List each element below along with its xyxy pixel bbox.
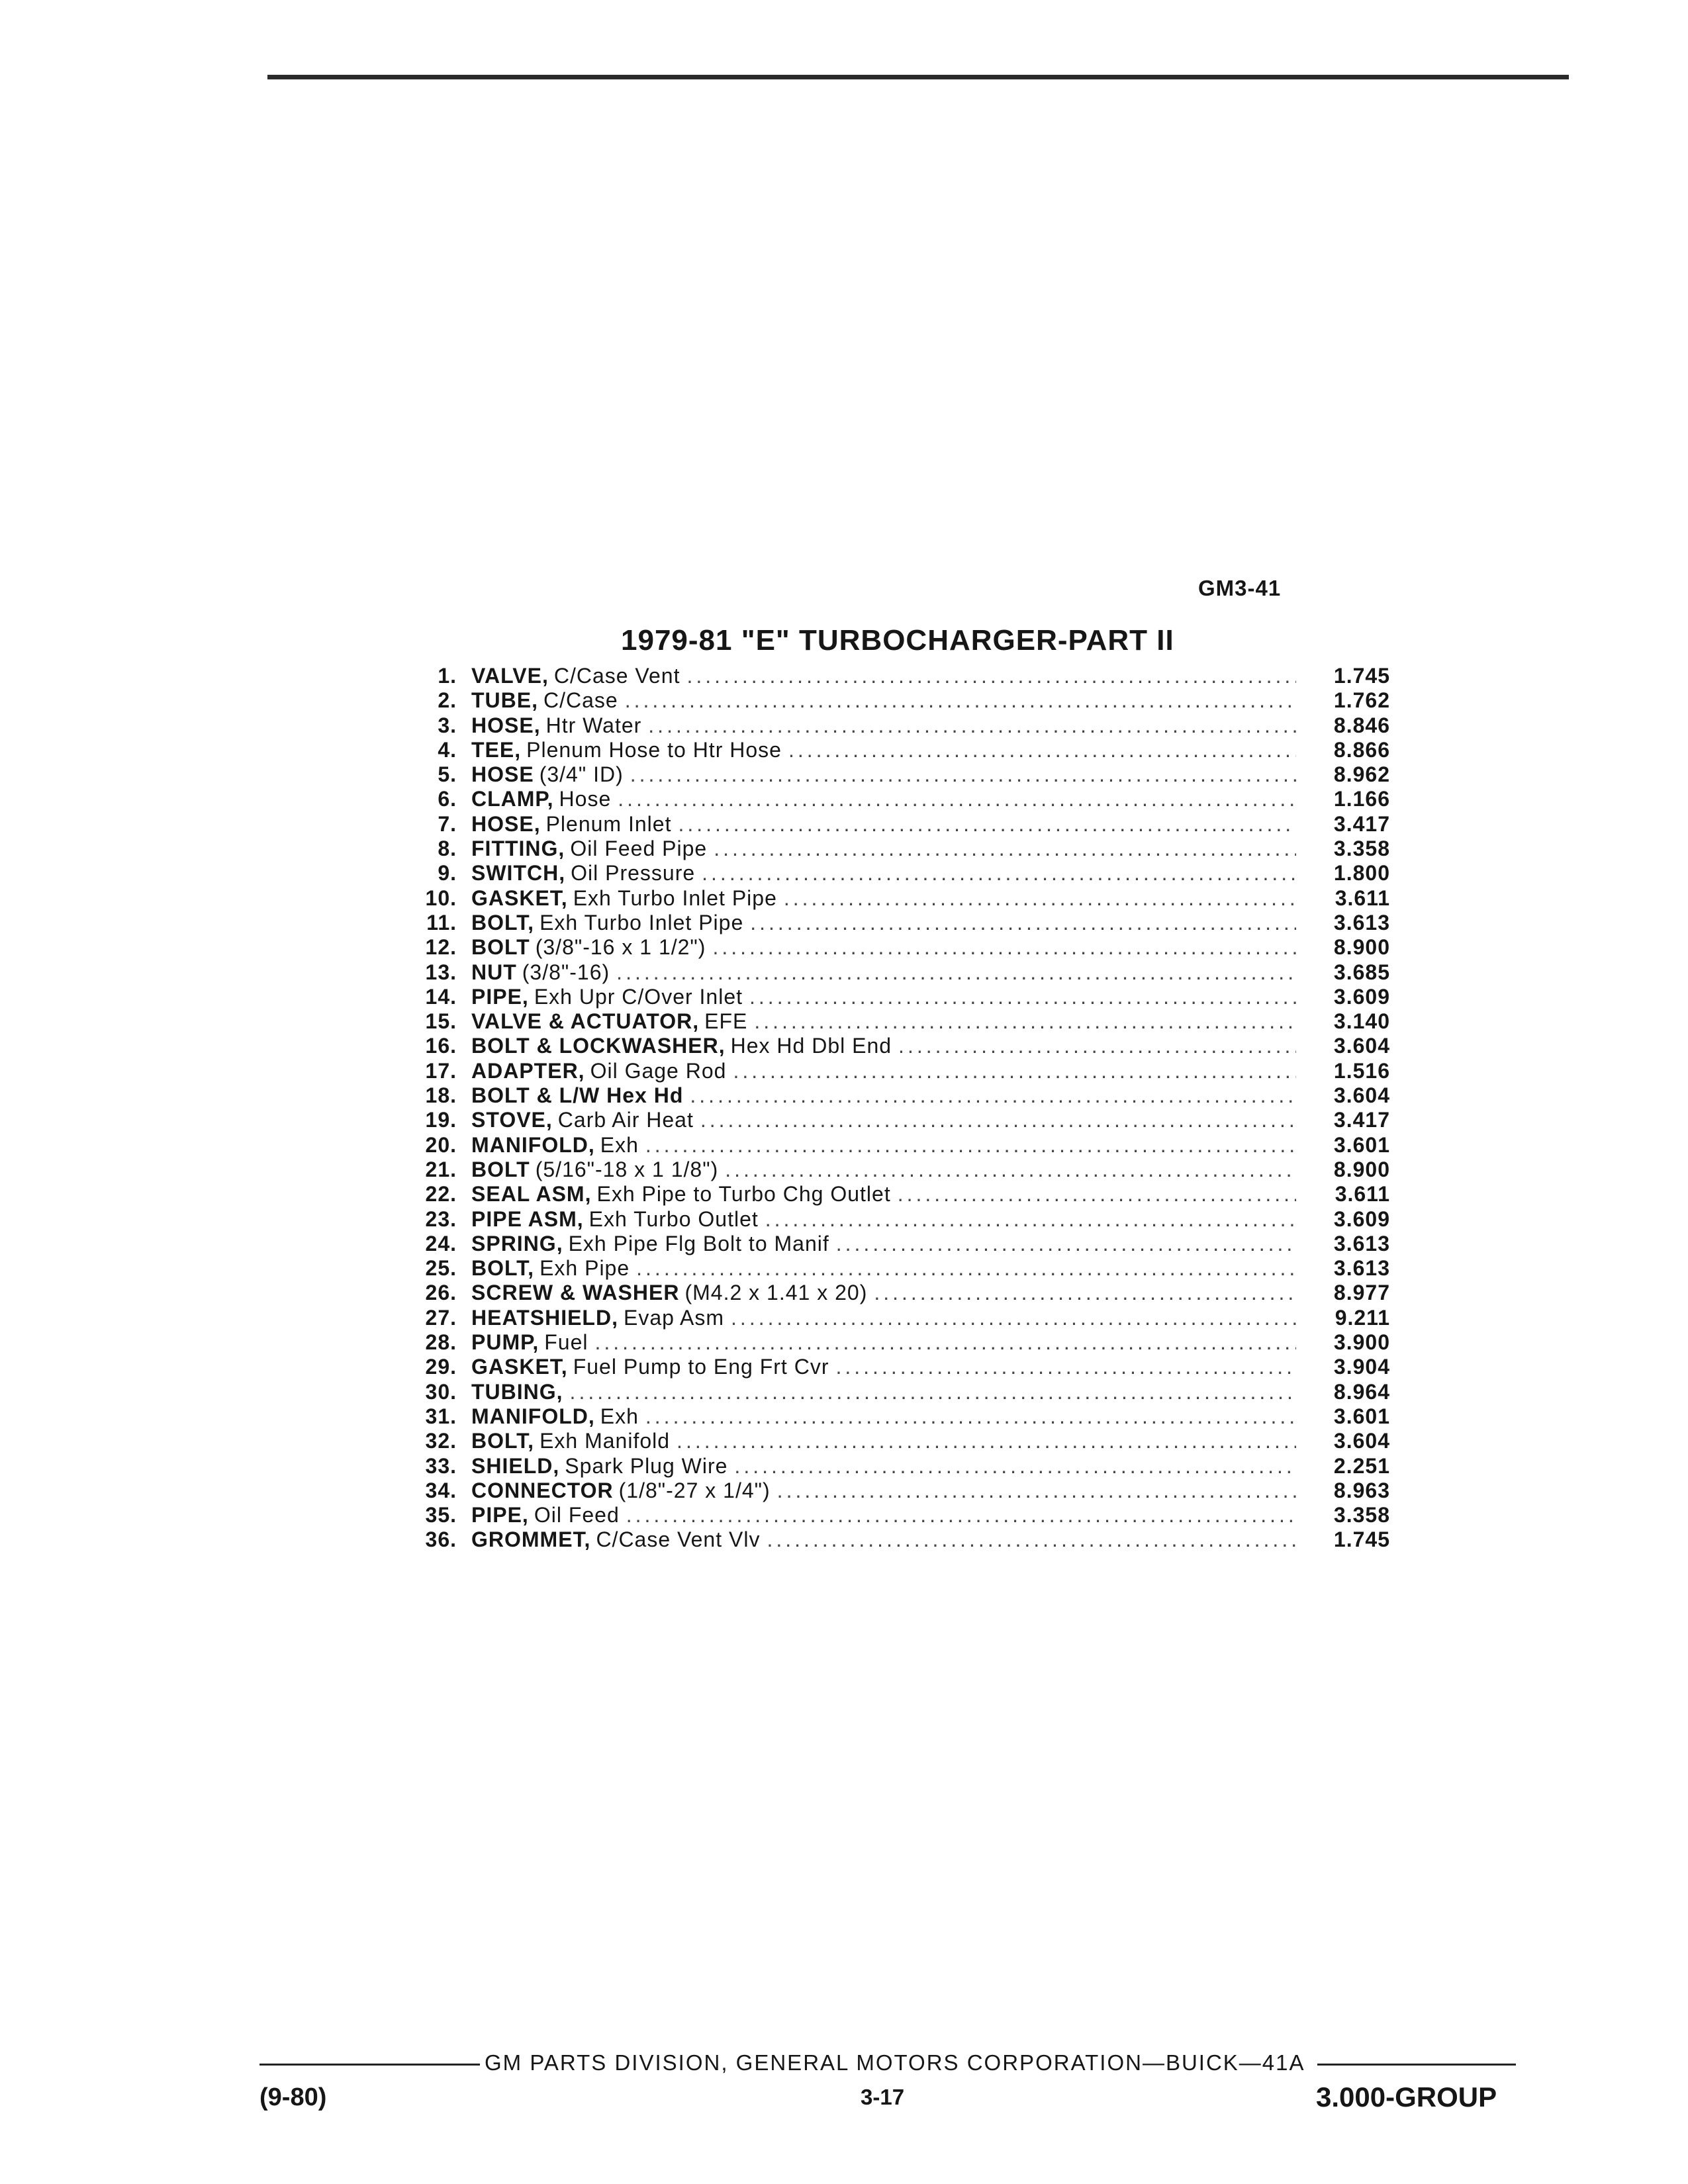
part-row	[397, 837, 1403, 861]
part-description	[471, 837, 1304, 861]
part-group-number: 3.604	[1333, 1429, 1390, 1453]
part-detail: Exh Upr C/Over Inlet	[534, 984, 743, 1009]
part-name: BOLT & LOCKWASHER,	[471, 1034, 726, 1058]
part-name: ADAPTER,	[471, 1058, 585, 1083]
dot-leader	[836, 1232, 1296, 1256]
part-group-number: 3.604	[1333, 1034, 1390, 1058]
part-name: GROMMET,	[471, 1527, 591, 1552]
part-description	[471, 1429, 1304, 1453]
part-row	[397, 1009, 1403, 1034]
part-detail: Exh Turbo Outlet	[588, 1206, 759, 1231]
part-detail: Evap Asm	[623, 1305, 725, 1330]
part-number: 21.	[425, 1157, 457, 1181]
part-number: 19.	[425, 1108, 457, 1132]
part-number: 27.	[425, 1305, 457, 1330]
part-group-number: 3.417	[1333, 1108, 1390, 1132]
part-description	[471, 1083, 1304, 1108]
part-row	[397, 1404, 1403, 1429]
part-description	[471, 1404, 1304, 1429]
dot-leader	[618, 787, 1296, 811]
part-name: PIPE,	[471, 1503, 529, 1527]
part-group-number: 3.358	[1333, 837, 1390, 861]
part-name: CLAMP,	[471, 787, 554, 811]
part-row	[397, 1133, 1403, 1158]
part-number: 25.	[425, 1256, 457, 1281]
part-group-number: 3.609	[1333, 984, 1390, 1009]
part-number: 30.	[425, 1379, 457, 1404]
part-name: BOLT,	[471, 1429, 535, 1453]
part-number: 12.	[425, 935, 457, 960]
footer-rule-left	[259, 2064, 480, 2066]
dot-leader	[777, 1479, 1296, 1503]
part-number: 35.	[425, 1503, 457, 1527]
part-description	[471, 960, 1304, 985]
part-description	[471, 1182, 1304, 1206]
part-number: 4.	[438, 737, 457, 762]
part-row	[397, 1355, 1403, 1379]
part-name: MANIFOLD,	[471, 1404, 595, 1428]
part-group-number: 3.417	[1333, 811, 1390, 836]
dot-leader	[630, 762, 1296, 787]
dot-leader	[725, 1158, 1296, 1182]
part-name: HOSE,	[471, 811, 541, 836]
part-group-number: 8.900	[1333, 1157, 1390, 1181]
footer-group: 3.000-GROUP	[1316, 2081, 1497, 2113]
part-number: 13.	[425, 960, 457, 984]
part-number: 6.	[438, 787, 457, 811]
parts-list	[397, 664, 1403, 1553]
part-description	[471, 738, 1304, 762]
part-number: 32.	[425, 1429, 457, 1453]
part-name: PUMP,	[471, 1330, 539, 1355]
part-detail: Exh Pipe to Turbo Chg Outlet	[596, 1182, 891, 1206]
part-detail: Exh Turbo Inlet Pipe	[539, 910, 744, 934]
part-group-number: 1.745	[1333, 1527, 1390, 1552]
part-row	[397, 688, 1403, 713]
part-name: VALVE & ACTUATOR,	[471, 1009, 700, 1034]
part-description	[471, 688, 1304, 713]
part-detail: Fuel Pump to Eng Frt Cvr	[573, 1355, 829, 1379]
part-row	[397, 1034, 1403, 1058]
part-row	[397, 960, 1403, 985]
part-group-number: 1.800	[1333, 861, 1390, 886]
part-detail: (3/8"-16 x 1 1/2")	[535, 935, 706, 960]
part-name: HOSE,	[471, 713, 541, 737]
part-description	[471, 664, 1304, 688]
part-number: 3.	[438, 713, 457, 737]
part-name: PIPE,	[471, 984, 529, 1009]
part-description	[471, 1009, 1304, 1034]
part-group-number: 3.904	[1333, 1355, 1390, 1379]
part-number: 36.	[425, 1527, 457, 1552]
part-row	[397, 1380, 1403, 1404]
part-description	[471, 1207, 1304, 1232]
part-group-number: 8.963	[1333, 1478, 1390, 1502]
dot-leader	[636, 1256, 1296, 1281]
dot-leader	[648, 713, 1296, 738]
part-detail: Exh Pipe Flg Bolt to Manif	[568, 1231, 829, 1255]
part-detail: Plenum Hose to Htr Hose	[526, 737, 782, 762]
part-row	[397, 762, 1403, 787]
part-group-number: 3.140	[1333, 1009, 1390, 1034]
part-detail: (3/8"-16)	[522, 960, 610, 984]
dot-leader	[765, 1207, 1296, 1232]
part-number: 14.	[425, 984, 457, 1009]
part-detail: Spark Plug Wire	[565, 1453, 728, 1478]
part-number: 20.	[425, 1132, 457, 1157]
part-description	[471, 1256, 1304, 1281]
part-detail: Fuel	[544, 1330, 588, 1355]
part-description	[471, 1503, 1304, 1527]
part-group-number: 3.685	[1333, 960, 1390, 984]
part-name: BOLT,	[471, 910, 535, 934]
dot-leader	[734, 1454, 1296, 1479]
part-row	[397, 787, 1403, 811]
dot-leader	[733, 1059, 1296, 1083]
part-name: TUBING,	[471, 1379, 563, 1404]
part-group-number: 1.762	[1333, 688, 1390, 713]
part-detail: Oil Pressure	[571, 861, 696, 886]
part-detail: C/Case Vent	[553, 664, 680, 688]
part-detail: Oil Feed	[534, 1503, 620, 1527]
part-description	[471, 1108, 1304, 1132]
part-name: GASKET,	[471, 886, 568, 910]
part-group-number: 3.609	[1333, 1206, 1390, 1231]
dot-leader	[645, 1404, 1296, 1429]
part-description	[471, 985, 1304, 1009]
part-detail: (M4.2 x 1.41 x 20)	[684, 1281, 868, 1305]
dot-leader	[702, 861, 1296, 886]
part-row	[397, 1454, 1403, 1479]
part-name: GASKET,	[471, 1355, 568, 1379]
part-description	[471, 935, 1304, 960]
part-row	[397, 1207, 1403, 1232]
part-detail: (3/4" ID)	[539, 762, 624, 787]
dot-leader	[625, 688, 1296, 713]
part-row	[397, 664, 1403, 688]
part-row	[397, 1527, 1403, 1552]
part-name: BOLT	[471, 935, 530, 960]
part-name: BOLT	[471, 1157, 530, 1181]
part-name: SPRING,	[471, 1231, 563, 1255]
part-description	[471, 787, 1304, 811]
dot-leader	[690, 1083, 1296, 1108]
dot-leader	[784, 886, 1296, 911]
part-detail: C/Case	[543, 688, 618, 713]
part-group-number: 2.251	[1333, 1453, 1390, 1478]
part-number: 9.	[438, 861, 457, 886]
part-group-number: 8.900	[1333, 935, 1390, 960]
part-detail: Exh	[600, 1132, 639, 1157]
part-row	[397, 1306, 1403, 1330]
part-description	[471, 1034, 1304, 1058]
part-name: BOLT & L/W Hex Hd	[471, 1083, 684, 1108]
part-description	[471, 1306, 1304, 1330]
part-description	[471, 886, 1304, 911]
part-row	[397, 886, 1403, 911]
part-name: STOVE,	[471, 1108, 553, 1132]
part-number: 31.	[425, 1404, 457, 1428]
part-detail: Oil Feed Pipe	[570, 837, 708, 861]
part-row	[397, 1158, 1403, 1182]
dot-leader	[677, 1429, 1296, 1453]
footer-rule-right	[1317, 2064, 1516, 2066]
part-row	[397, 1429, 1403, 1453]
dot-leader	[898, 1182, 1296, 1206]
part-detail: Htr Water	[545, 713, 642, 737]
part-number: 29.	[425, 1355, 457, 1379]
dot-leader	[645, 1133, 1296, 1158]
part-row	[397, 1256, 1403, 1281]
part-row	[397, 1281, 1403, 1305]
part-number: 1.	[438, 664, 457, 688]
part-number: 33.	[425, 1453, 457, 1478]
dot-leader	[835, 1355, 1296, 1379]
part-name: HOSE	[471, 762, 534, 787]
top-rule	[267, 75, 1569, 79]
part-description	[471, 911, 1304, 935]
part-description	[471, 1454, 1304, 1479]
footer-page-number: 3-17	[861, 2085, 905, 2109]
part-description	[471, 1059, 1304, 1083]
dot-leader	[594, 1330, 1296, 1355]
part-row	[397, 1503, 1403, 1527]
part-row	[397, 911, 1403, 935]
part-detail: Exh	[600, 1404, 639, 1428]
part-group-number: 3.900	[1333, 1330, 1390, 1355]
part-detail: Exh Manifold	[539, 1429, 671, 1453]
part-number: 23.	[425, 1206, 457, 1231]
dot-leader	[678, 812, 1296, 837]
part-description	[471, 812, 1304, 837]
part-detail: (1/8"-27 x 1/4")	[618, 1478, 771, 1502]
part-description	[471, 1158, 1304, 1182]
part-name: SEAL ASM,	[471, 1182, 592, 1206]
footer-division-line: GM PARTS DIVISION, GENERAL MOTORS CORPORATION—BUICK—41A	[485, 2050, 1305, 2075]
part-description	[471, 1479, 1304, 1503]
part-number: 26.	[425, 1281, 457, 1305]
part-group-number: 3.611	[1335, 1182, 1390, 1206]
part-description	[471, 1133, 1304, 1158]
part-number: 7.	[438, 811, 457, 836]
part-number: 17.	[425, 1058, 457, 1083]
part-row	[397, 861, 1403, 886]
part-number: 10.	[425, 886, 457, 910]
part-row	[397, 1330, 1403, 1355]
part-row	[397, 713, 1403, 738]
part-name: CONNECTOR	[471, 1478, 614, 1502]
part-detail: EFE	[704, 1009, 748, 1034]
part-detail: Exh Turbo Inlet Pipe	[573, 886, 777, 910]
part-description	[471, 713, 1304, 738]
part-number: 34.	[425, 1478, 457, 1502]
dot-leader	[749, 985, 1296, 1009]
part-number: 15.	[425, 1009, 457, 1034]
part-row	[397, 1083, 1403, 1108]
dot-leader	[750, 911, 1296, 935]
part-row	[397, 738, 1403, 762]
part-row	[397, 935, 1403, 960]
part-row	[397, 812, 1403, 837]
part-group-number: 1.166	[1333, 787, 1390, 811]
dot-leader	[898, 1034, 1296, 1058]
part-name: SCREW & WASHER	[471, 1281, 680, 1305]
part-group-number: 8.977	[1333, 1281, 1390, 1305]
part-group-number: 8.964	[1333, 1379, 1390, 1404]
page-title: 1979-81 "E" TURBOCHARGER-PART II	[621, 624, 1174, 657]
part-detail: Hose	[559, 787, 612, 811]
part-name: VALVE,	[471, 664, 549, 688]
part-detail: Carb Air Heat	[557, 1108, 694, 1132]
part-name: SWITCH,	[471, 861, 566, 886]
part-description	[471, 1330, 1304, 1355]
part-group-number: 3.358	[1333, 1503, 1390, 1527]
part-group-number: 3.611	[1335, 886, 1390, 910]
part-row	[397, 1232, 1403, 1256]
part-number: 24.	[425, 1231, 457, 1255]
part-name: SHIELD,	[471, 1453, 560, 1478]
part-detail: (5/16"-18 x 1 1/8")	[535, 1157, 719, 1181]
part-group-number: 8.846	[1333, 713, 1390, 737]
part-name: TEE,	[471, 737, 522, 762]
part-number: 8.	[438, 837, 457, 861]
part-number: 28.	[425, 1330, 457, 1355]
part-detail: C/Case Vent Vlv	[596, 1527, 761, 1552]
dot-leader	[570, 1380, 1296, 1404]
part-group-number: 9.211	[1335, 1305, 1390, 1330]
part-description	[471, 762, 1304, 787]
part-row	[397, 1108, 1403, 1132]
dot-leader	[767, 1527, 1296, 1552]
part-number: 5.	[438, 762, 457, 787]
part-name: BOLT,	[471, 1256, 535, 1281]
part-row	[397, 1182, 1403, 1206]
part-name: NUT	[471, 960, 517, 984]
part-description	[471, 1527, 1304, 1552]
part-description	[471, 1281, 1304, 1305]
dot-leader	[616, 960, 1296, 985]
part-row	[397, 985, 1403, 1009]
dot-leader	[754, 1009, 1296, 1034]
part-number: 16.	[425, 1034, 457, 1058]
dot-leader	[731, 1306, 1296, 1330]
part-group-number: 3.613	[1333, 1231, 1390, 1255]
dot-leader	[874, 1281, 1296, 1305]
page-code: GM3-41	[1198, 576, 1282, 600]
part-name: MANIFOLD,	[471, 1132, 595, 1157]
dot-leader	[714, 837, 1296, 861]
part-name: FITTING,	[471, 837, 565, 861]
part-name: PIPE ASM,	[471, 1206, 584, 1231]
part-detail: Hex Hd Dbl End	[730, 1034, 892, 1058]
dot-leader	[626, 1503, 1296, 1527]
dot-leader	[788, 738, 1296, 762]
part-group-number: 3.601	[1333, 1404, 1390, 1428]
part-name: HEATSHIELD,	[471, 1305, 618, 1330]
part-description	[471, 1380, 1304, 1404]
part-detail: Plenum Inlet	[545, 811, 672, 836]
part-description	[471, 1355, 1304, 1379]
part-number: 18.	[425, 1083, 457, 1108]
part-number: 11.	[426, 910, 457, 934]
part-detail: Exh Pipe	[539, 1256, 630, 1281]
part-description	[471, 861, 1304, 886]
part-row	[397, 1059, 1403, 1083]
part-detail: Oil Gage Rod	[590, 1058, 727, 1083]
part-row	[397, 1479, 1403, 1503]
part-group-number: 3.613	[1333, 910, 1390, 934]
part-group-number: 3.601	[1333, 1132, 1390, 1157]
dot-leader	[686, 664, 1296, 688]
part-number: 2.	[438, 688, 457, 713]
part-group-number: 3.613	[1333, 1256, 1390, 1281]
part-group-number: 8.866	[1333, 737, 1390, 762]
dot-leader	[712, 935, 1296, 960]
part-group-number: 1.745	[1333, 664, 1390, 688]
part-name: TUBE,	[471, 688, 538, 713]
dot-leader	[700, 1108, 1296, 1132]
part-description	[471, 1232, 1304, 1256]
footer-date: (9-80)	[259, 2083, 327, 2111]
part-group-number: 8.962	[1333, 762, 1390, 787]
part-group-number: 3.604	[1333, 1083, 1390, 1108]
part-number: 22.	[425, 1182, 457, 1206]
part-group-number: 1.516	[1333, 1058, 1390, 1083]
